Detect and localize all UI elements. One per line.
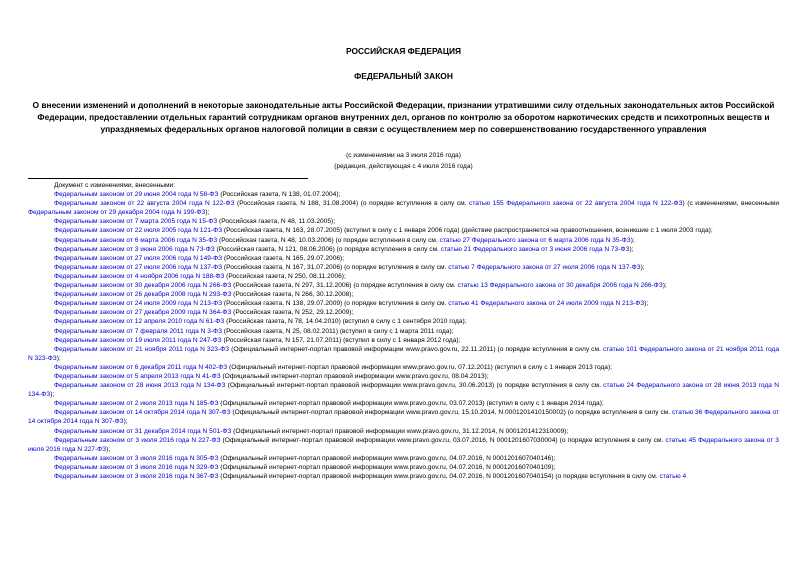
amendment-text: (Официальный интернет-портал правовой информации www.pravo.gov.ru, 04.07.2016, N 0001201607040154) (о порядке вступления в силу см.: [218, 473, 660, 480]
amendment-item: [28, 436, 779, 454]
amendment-item: [28, 336, 779, 345]
amendment-text: (Официальный интернет-портал правовой информации www.pravo.gov.ru, 03.07.2013) (вступил в силу с 1 января 2014 года);: [218, 400, 604, 408]
amendment-text: (Российская газета, N 121, 08.06.2006) (о порядке вступления в силу см.: [214, 245, 441, 253]
law-reference-link[interactable]: Федеральным законом от 3 июля 2016 года N 305-ФЗ: [54, 454, 219, 462]
amendment-text: (Официальный интернет-портал правовой информации www.pravo.gov.ru, 31.12.2014, N 0001201412310009);: [231, 427, 569, 435]
amendment-text: (Официальный интернет-портал правовой информации www.pravo.gov.ru, 30.06.2013) (о порядке вступления в силу см.: [225, 382, 604, 390]
law-reference-link[interactable]: Федеральным законом от 7 февраля 2011 года N 3-ФЗ: [54, 327, 223, 335]
amendment-item: [28, 299, 779, 308]
amendment-item: [28, 345, 779, 363]
amendment-text: (Официальный интернет-портал правовой информации www.pravo.gov.ru, 04.07.2016, N 0001201607040109);: [218, 463, 556, 471]
amendment-text: );: [56, 354, 61, 362]
amendments-list: [28, 190, 779, 481]
amendment-item: [28, 236, 779, 245]
amendment-text: (Российская газета, N 165, 29.07.2006);: [222, 254, 345, 262]
amendment-item: [28, 408, 779, 426]
amendment-item: [28, 190, 779, 199]
amendment-text: (Российская газета, N 138, 01.07.2004);: [218, 191, 341, 199]
amendment-text: ) (с изменениями, внесенными: [682, 200, 780, 208]
law-reference-link[interactable]: Федеральным законом от 14 октября 2014 года N 307-ФЗ: [54, 409, 231, 417]
amendment-item: [28, 263, 779, 272]
amendments-block: [28, 181, 779, 481]
amendment-item: [28, 226, 779, 235]
amendment-text: (Официальный интернет-портал правовой информации www.pravo.gov.ru, 22.11.2011) (о порядке вступления в силу см.: [229, 345, 603, 353]
amendment-item: [28, 454, 779, 463]
law-reference-link[interactable]: статью 24 Федерального закона от 28 июня 2013 года N 134-ФЗ: [28, 382, 779, 399]
law-reference-link[interactable]: Федеральным законом от 6 декабря 2011 года N 402-ФЗ: [54, 363, 228, 371]
amendment-item: [28, 290, 779, 299]
law-reference-link[interactable]: Федеральным законом от 6 марта 2006 года N 35-ФЗ: [54, 236, 218, 244]
law-reference-link[interactable]: Федеральным законом от 26 декабря 2008 года N 293-ФЗ: [54, 291, 232, 299]
law-reference-link[interactable]: статью 21 Федерального закона от 3 июня 2006 года N 73-ФЗ: [440, 245, 630, 253]
law-reference-link[interactable]: Федеральным законом от 28 июня 2013 года N 134-ФЗ: [54, 382, 226, 390]
amendment-text: (Официальный интернет-портал правовой информации www.pravo.gov.ru, 03.07.2016, N 0001201607030004) (о порядке вступления в силу см.: [220, 436, 666, 444]
law-reference-link[interactable]: Федеральным законом от 19 июля 2011 года N 247-ФЗ: [54, 336, 222, 344]
law-reference-link[interactable]: Федеральным законом от 24 июля 2009 года N 213-ФЗ: [54, 300, 223, 308]
amendment-text: (Официальный интернет-портал правовой информации www.pravo.gov.ru, 15.10.2014, N 0001201410150002) (о порядке вступления в силу см.: [230, 409, 672, 417]
law-reference-link[interactable]: Федеральным законом от 27 июля 2006 года N 149-ФЗ: [54, 254, 223, 262]
law-reference-link[interactable]: Федеральным законом от 30 декабря 2006 года N 266-ФЗ: [54, 282, 232, 290]
law-title: О внесении изменений и дополнений в некоторые законодательные акты Российской Федерации, признании утратившими силу отдельных законодательных актов Российской Федерации, предоставлении отдельных гарантий сотрудникам органов внутренних дел, органов по контролю за оборотом наркотических средств и психотропных веществ и упраздняемых федеральных органов налоговой полиции в связи с осуществлением мер по совершенствованию государственного управления: [32, 100, 775, 134]
amendment-item: [28, 245, 779, 254]
law-reference-link[interactable]: Федеральным законом от 29 июня 2004 года N 58-ФЗ: [54, 191, 219, 199]
law-reference-link[interactable]: Федеральным законом от 4 ноября 2006 года N 188-ФЗ: [54, 272, 225, 280]
law-reference-link[interactable]: Федеральным законом от 5 апреля 2013 года N 41-ФЗ: [54, 372, 221, 380]
amendment-text: (Российская газета, N 297, 31.12.2006) (о порядке вступления в силу см.: [231, 282, 458, 290]
law-reference-link[interactable]: статью 155 Федерального закона от 22 августа 2004 года N 122-ФЗ: [469, 200, 683, 208]
amendment-item: [28, 199, 779, 217]
amendment-text: );: [662, 282, 667, 290]
law-reference-link[interactable]: статью 36 Федерального закона от 14 октября 2014 года N 307-ФЗ: [28, 409, 779, 426]
amendment-item: [28, 472, 779, 481]
law-reference-link[interactable]: Федеральным законом от 3 июля 2016 года N 329-ФЗ: [54, 463, 219, 471]
amendment-item: [28, 427, 779, 436]
amendment-text: (Российская газета, N 266, 30.12.2008);: [231, 291, 354, 299]
amendment-item: [28, 327, 779, 336]
amendment-item: [28, 254, 779, 263]
amendment-text: (Российская газета, N 78, 14.04.2010) (вступил в силу с 1 сентября 2010 года);: [224, 318, 467, 326]
amendment-text: (Официальный интернет-портал правовой информации www.pravo.gov.ru, 07.12.2011) (вступил в силу с 1 января 2013 года);: [227, 363, 613, 371]
amendment-item: [28, 308, 779, 317]
law-reference-link[interactable]: Федеральным законом от 27 декабря 2009 года N 364-ФЗ: [54, 309, 232, 317]
law-reference-link[interactable]: Федеральным законом от 3 июля 2016 года N 367-ФЗ: [54, 473, 219, 480]
law-reference-link[interactable]: Федеральным законом от 3 июня 2006 года N 73-ФЗ: [54, 245, 215, 253]
law-reference-link[interactable]: Федеральным законом от 27 июля 2006 года N 137-ФЗ: [54, 263, 223, 271]
law-reference-link[interactable]: статью 41 Федерального закона от 24 июля 2009 года N 213-ФЗ: [448, 300, 645, 308]
amendment-item: [28, 363, 779, 372]
law-reference-link[interactable]: Федеральным законом от 7 марта 2005 года N 15-ФЗ: [54, 218, 218, 226]
amendment-item: [28, 381, 779, 399]
amendment-text: );: [629, 245, 634, 253]
amendment-text: (Российская газета, N 250, 08.11.2006);: [224, 272, 346, 280]
amendment-text: (Официальный интернет-портал правовой информации www.pravo.gov.ru, 04.07.2016, N 0001201607040146);: [218, 454, 556, 462]
law-reference-link[interactable]: Федеральным законом от 12 апреля 2010 года N 61-ФЗ: [54, 318, 225, 326]
amendment-text: (Российская газета, N 188, 31.08.2004) (о порядке вступления в силу см.: [234, 200, 470, 208]
amendment-item: [28, 463, 779, 472]
amendments-intro: Документ с изменениями, внесенными:: [54, 182, 176, 189]
law-reference-link[interactable]: Федеральным законом от 22 июля 2005 года N 121-ФЗ: [54, 227, 223, 235]
amendment-text: (Российская газета, N 25, 08.02.2011) (вступил в силу с 1 марта 2011 года);: [222, 327, 454, 335]
law-reference-link[interactable]: Федеральным законом от 29 декабря 2004 года N 199-ФЗ: [28, 209, 206, 217]
amendment-text: );: [644, 300, 649, 308]
amendment-text: (Российская газета, N 252, 29.12.2009);: [231, 309, 354, 317]
amendment-text: );: [630, 236, 635, 244]
edition-note: (редакция, действующая с 4 июля 2016 года): [334, 163, 473, 170]
amendment-text: (Российская газета, N 167, 31.07.2006) (о порядке вступления в силу см.: [222, 263, 449, 271]
amendment-text: );: [106, 445, 111, 453]
law-reference-link[interactable]: Федеральным законом от 31 декабря 2014 года N 501-ФЗ: [54, 427, 232, 435]
law-reference-link[interactable]: статью 7 Федерального закона от 27 июля 2006 года N 137-ФЗ: [448, 263, 641, 271]
law-reference-link[interactable]: статью 27 Федерального закона от 6 марта 2006 года N 35-ФЗ: [439, 236, 631, 244]
amendment-item: [28, 272, 779, 281]
amendment-text: (Российская газета, N 48, 11.03.2005);: [217, 218, 336, 226]
amendment-text: );: [640, 263, 645, 271]
amendment-text: (Российская газета, N 163, 28.07.2005) (вступил в силу с 1 января 2006 года) (действие распространяется на правоотношения, возникшие с 1 июля 2003 года);: [222, 227, 713, 235]
law-reference-link[interactable]: Федеральным законом от 3 июля 2016 года N 227-ФЗ: [54, 436, 221, 444]
amendment-item: [28, 217, 779, 226]
amendment-item: [28, 399, 779, 408]
divider: [28, 178, 308, 179]
law-reference-link[interactable]: статью 13 Федерального закона от 30 декабря 2006 года N 266-ФЗ: [457, 282, 663, 290]
law-reference-link[interactable]: Федеральным законом от 2 июля 2013 года N 185-ФЗ: [54, 400, 219, 408]
amendment-text: (Официальный интернет-портал правовой информации www.pravo.gov.ru, 08.04.2013);: [220, 372, 489, 380]
amendment-item: [28, 372, 779, 381]
amendment-text: );: [50, 391, 55, 399]
amendment-text: (Российская газета, N 48, 10.03.2006) (о порядке вступления в силу см.: [217, 236, 440, 244]
amendment-text: (Российская газета, N 138, 29.07.2009) (о порядке вступления в силу см.: [222, 300, 449, 308]
law-reference-link[interactable]: Федеральным законом от 21 ноября 2011 года N 323-ФЗ: [54, 345, 230, 353]
amendment-text: );: [205, 209, 210, 217]
changes-note: (с изменениями на 3 июля 2016 года): [346, 152, 461, 159]
law-reference-link[interactable]: статью 45 Федерального закона от 3 июля 2016 года N 227-ФЗ: [28, 436, 779, 453]
amendment-text: (Российская газета, N 157, 21.07.2011) (вступил в силу с 1 января 2012 года);: [221, 336, 461, 344]
country-heading: РОССИЙСКАЯ ФЕДЕРАЦИЯ: [345, 46, 462, 56]
amendment-text: );: [123, 418, 128, 426]
law-reference-link[interactable]: статью 101 Федерального закона от 21 ноября 2011 года N 323-ФЗ: [28, 345, 779, 362]
amendment-item: [28, 281, 779, 290]
law-reference-link[interactable]: Федеральным законом от 22 августа 2004 года N 122-ФЗ: [54, 200, 235, 208]
law-reference-link[interactable]: статью 4: [659, 473, 687, 480]
doc-type-heading: ФЕДЕРАЛЬНЫЙ ЗАКОН: [354, 71, 453, 81]
amendment-item: [28, 317, 779, 326]
